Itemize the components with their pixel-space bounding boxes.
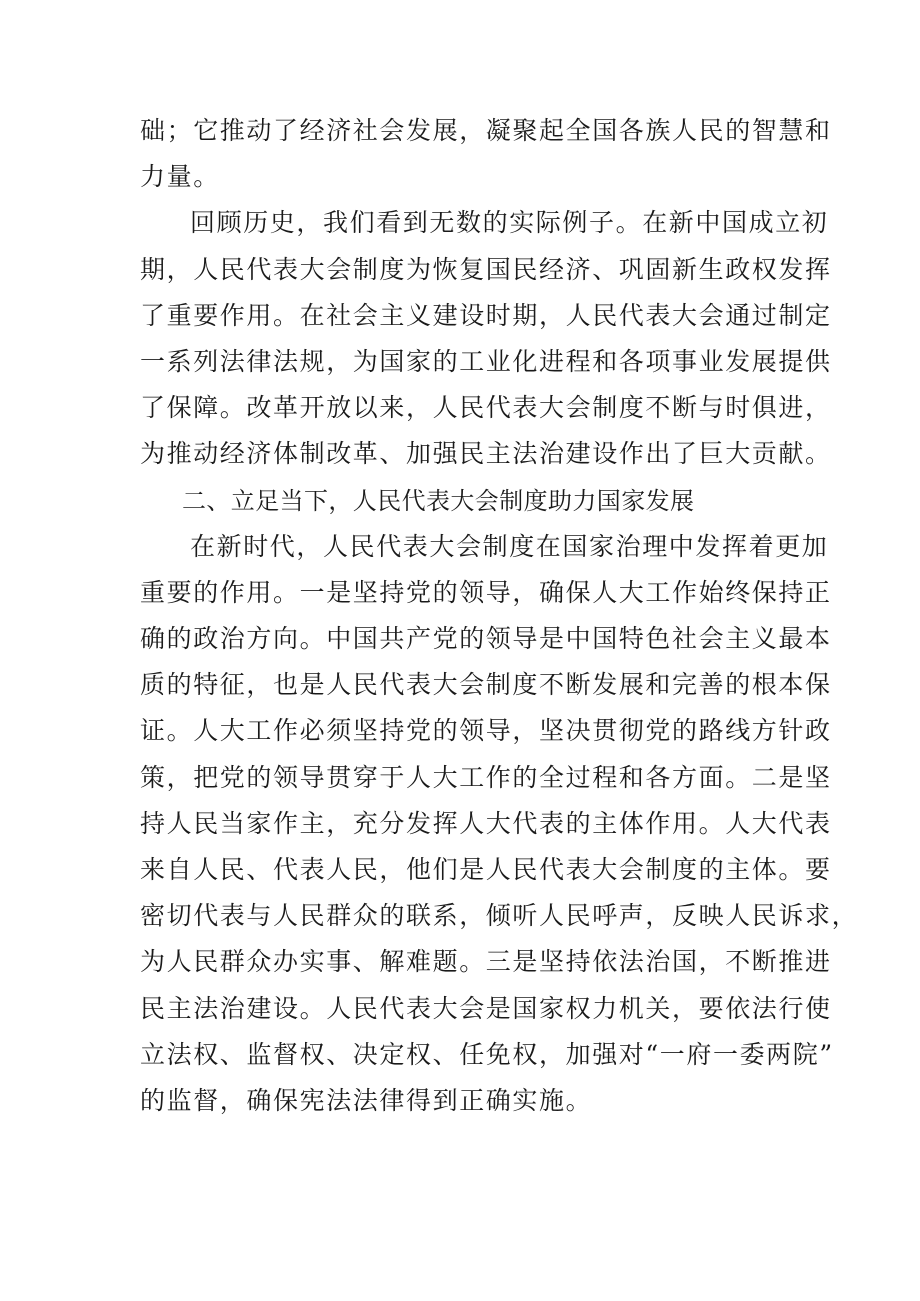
text-line: 策，把党的领导贯穿于人大工作的全过程和各方面。二是坚 [140,762,832,792]
paragraph-continuation [140,108,832,200]
paragraph-new-era [140,524,859,1124]
text-line: 立法权、监督权、决定权、任免权，加强对“一府一委两院” [140,1039,834,1069]
text-line: 重要的作用。一是坚持党的领导，确保人大工作始终保持正 [140,577,832,607]
text-line: 为人民群众办实事、解难题。三是坚持依法治国，不断推进 [140,947,832,977]
text-line: 确的政治方向。中国共产党的领导是中国特色社会主义最本 [140,624,832,654]
text-line: 民主法治建设。人民代表大会是国家权力机关，要依法行使 [140,993,832,1023]
text-line: 了重要作用。在社会主义建设时期，人民代表大会通过制定 [140,300,832,330]
text-line: 为推动经济体制改革、加强民主法治建设作出了巨大贡献。 [140,439,832,469]
text-line: 密切代表与人民群众的联系，倾听人民呼声，反映人民诉求， [140,901,859,931]
document-body [140,108,859,1124]
text-line: 持人民当家作主，充分发挥人大代表的主体作用。人大代表 [140,808,832,838]
text-line: 础；它推动了经济社会发展，凝聚起全国各族人民的智慧和 [140,116,832,145]
text-line: 了保障。改革开放以来，人民代表大会制度不断与时俱进， [140,393,832,423]
text-line: 证。人大工作必须坚持党的领导，坚决贯彻党的路线方针政 [140,716,832,746]
text-line: 一系列法律法规，为国家的工业化进程和各项事业发展提供 [140,346,832,376]
text-line: 期，人民代表大会制度为恢复国民经济、巩固新生政权发挥 [140,254,832,284]
paragraph-history [140,200,832,477]
text-line: 回顾历史，我们看到无数的实际例子。在新中国成立初 [190,208,829,238]
section-heading: 二、立足当下，人民代表大会制度助力国家发展 [182,486,695,515]
text-line: 在新时代，人民代表大会制度在国家治理中发挥着更加 [190,531,829,561]
text-line: 来自人民、代表人民，他们是人民代表大会制度的主体。要 [140,855,832,884]
text-line: 质的特征，也是人民代表大会制度不断发展和完善的根本保 [140,670,832,700]
text-line: 力量。 [140,162,220,192]
text-line: 的监督，确保宪法法律得到正确实施。 [140,1085,593,1115]
